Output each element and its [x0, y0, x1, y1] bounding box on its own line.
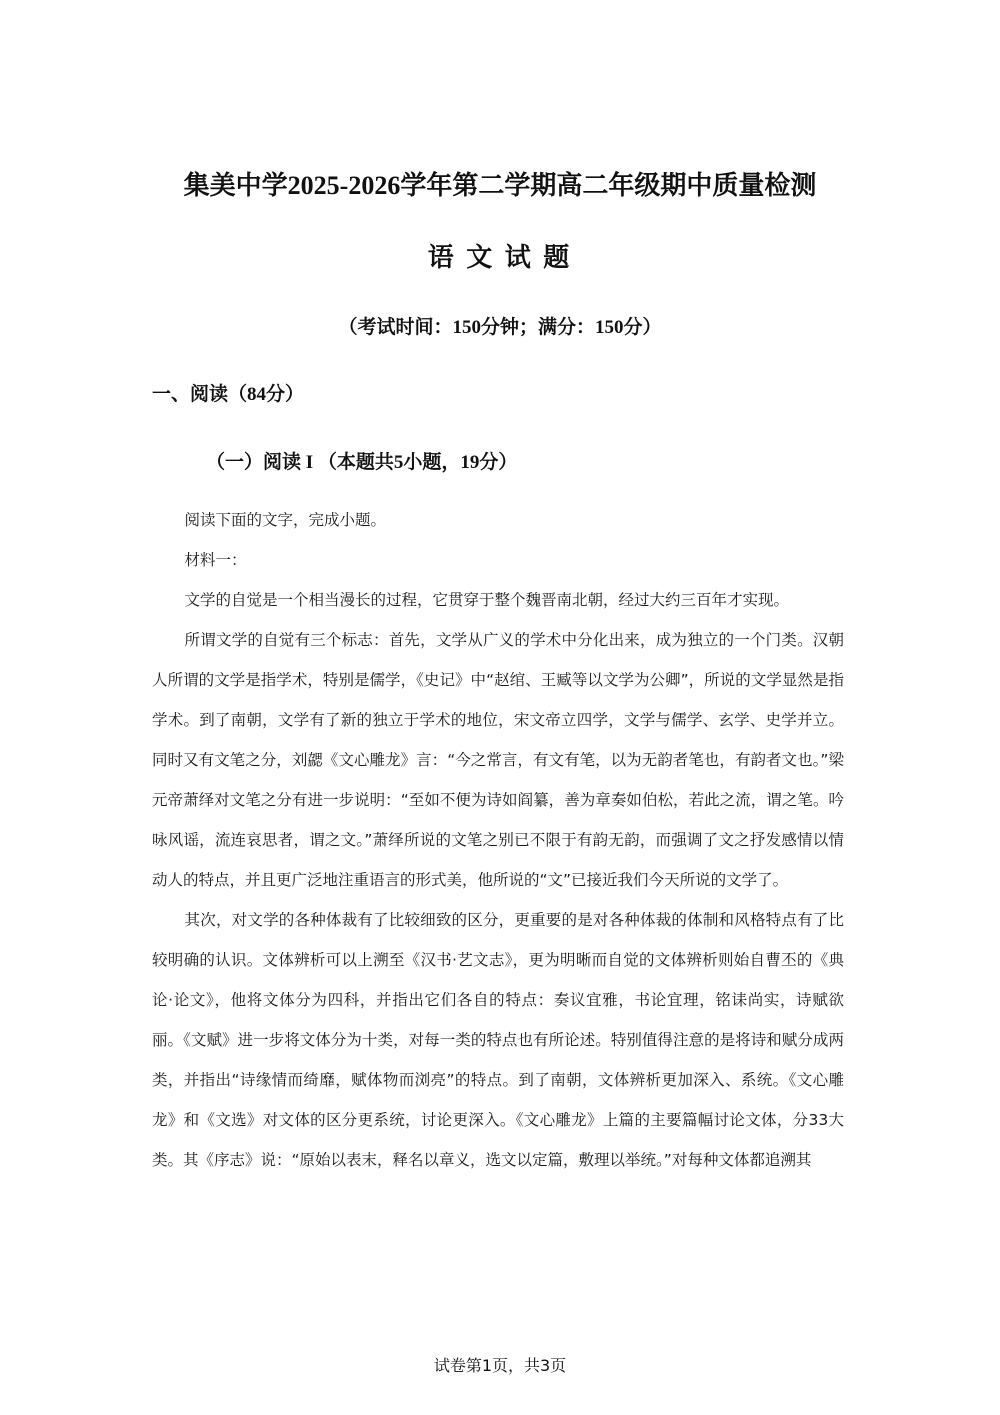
section-heading: 一、阅读（84分）: [152, 384, 305, 405]
subsection-heading: （一）阅读 I （本题共5小题，19分）: [206, 452, 518, 473]
instruction-text: 阅读下面的文字，完成小题。: [184, 511, 387, 529]
paragraph: 其次，对文学的各种体裁有了比较细致的区分，更重要的是对各种体裁的体制和风格特点有了比较明确的认识。文体辨析可以上溯至《汉书·艺文志》，更为明晰而自觉的文体辨析则始自曹丕的《典论·论文》，他将文体分为四科，并指出它们各自的特点：奏议宜雅，书论宜理，铭诔尚实，诗赋欲丽。《文赋》进一步将文体分为十类，对每一类的特点也有所论述。特别值得注意的是将诗和赋分成两类，并指出“诗缘情而绮靡，赋体物而浏亮”的特点。到了南朝，文体辨析更加深入、系统。《文心雕龙》和《文选》对文体的区分更系统，讨论更深入。《文心雕龙》上篇的主要篇幅讨论文体，分33大类。其《序志》说：“原始以表末，释名以章义，选文以定篇，敷理以举统。”对每种文体都追溯其: [152, 911, 844, 1169]
paragraph: 文学的自觉是一个相当漫长的过程，它贯穿于整个魏晋南北朝，经过大约三百年才实现。: [184, 591, 790, 609]
paragraph: 所谓文学的自觉有三个标志：首先，文学从广义的学术中分化出来，成为独立的一个门类。汉朝人所谓的文学是指学术，特别是儒学，《史记》中“赵绾、王臧等以文学为公卿”，所说的文学显然是指学术。到了南朝，文学有了新的独立于学术的地位，宋文帝立四学，文学与儒学、玄学、史学并立。同时又有文笔之分，刘勰《文心雕龙》言：“今之常言，有文有笔，以为无韵者笔也，有韵者文也。”梁元帝萧绎对文笔之分有进一步说明：“至如不便为诗如阎纂，善为章奏如伯松，若此之流，谓之笔。吟咏风谣，流连哀思者，谓之文。”萧绎所说的文笔之别已不限于有韵无韵，而强调了文之抒发感情以情动人的特点，并且更广泛地注重语言的形式美，他所说的“文”已接近我们今天所说的文学了。: [152, 631, 844, 889]
page-footer: 试卷第1页，共3页: [433, 1356, 567, 1375]
exam-info: （考试时间：150分钟；满分：150分）: [338, 317, 662, 338]
reading-passage: [152, 500, 844, 1180]
subject-title: 语 文 试 题: [427, 243, 573, 272]
material-label: 材料一：: [184, 551, 247, 569]
exam-title: 集美中学2025-2026学年第二学期高二年级期中质量检测: [183, 171, 817, 200]
